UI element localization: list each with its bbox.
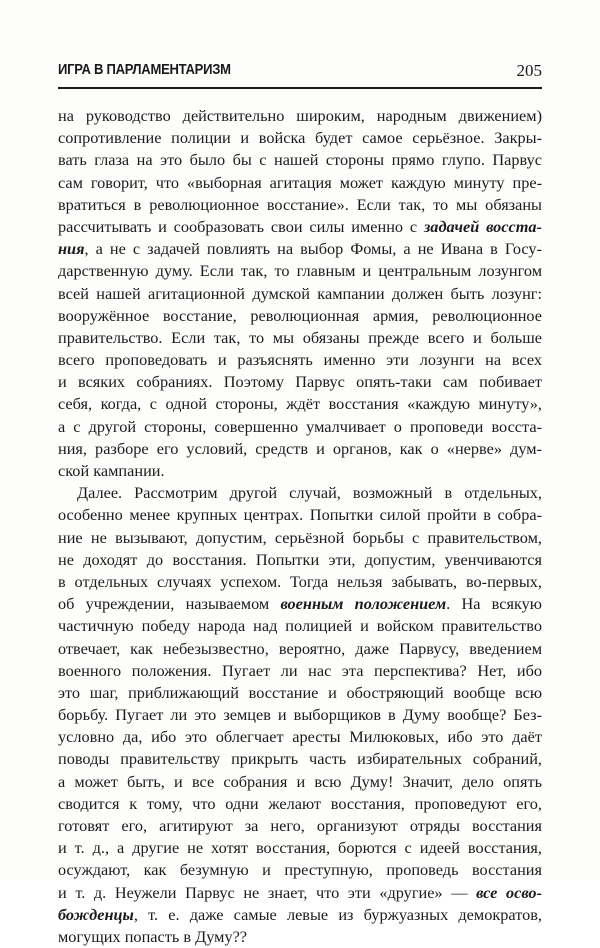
text-run: и т. д. Неужели Парвус не знает, что эти «другие» —: [58, 882, 477, 902]
emphasis-text: задачей восста-: [423, 216, 542, 236]
text-run: частичную победу народа над полицией и войском правительство: [58, 616, 542, 636]
text-line: [58, 149, 542, 171]
text-run: осуждают, как безумную и преступную, проповедь восстания: [58, 860, 542, 880]
text-line: [58, 660, 542, 682]
text-line: [58, 260, 542, 282]
text-line: [58, 105, 542, 127]
text-line: [58, 172, 542, 194]
text-run: это шаг, приближающий восстание и обостряющий вообще всю: [58, 682, 542, 702]
text-line: [58, 593, 542, 615]
text-line: [58, 615, 542, 637]
text-line: [58, 904, 542, 926]
text-run: , а не с задачей повлиять на выбор Фомы, а не Ивана в Госу-: [84, 239, 542, 259]
emphasis-text: военным положением: [280, 594, 447, 614]
text-run: себя, когда, с одной стороны, ждёт восстания «каждую минуту»,: [58, 394, 542, 414]
text-line: [58, 504, 542, 526]
text-line: [58, 482, 542, 504]
text-run: а с другой стороны, совершенно умалчивает о проповеди восста-: [58, 416, 542, 436]
running-header: [58, 60, 542, 84]
page-number: 205: [516, 61, 542, 80]
emphasis-text: все осво-: [476, 882, 542, 902]
text-line: [58, 416, 542, 438]
text-run: рассчитывать и сообразовать свои силы именно с: [58, 216, 424, 236]
text-run: на руководство действительно широким, народным движением): [58, 106, 542, 125]
text-run: не доходят до восстания. Попытки эти, допустим, увенчиваются: [58, 549, 542, 569]
text-run: сопротивление полиции и войска будет самое серьёзное. Закры-: [58, 128, 542, 148]
text-line: [58, 327, 542, 349]
text-line: [58, 127, 542, 149]
text-run: всей нашей агитационной думской кампании должен быть лозунг:: [58, 283, 542, 303]
header-rule: [58, 87, 542, 89]
text-run: вратиться в революционное восстание». Если так, то мы обязаны: [58, 194, 542, 214]
text-run: отвечает, как небезызвестно, вероятно, даже Парвусу, введением: [58, 638, 542, 658]
text-line: [58, 371, 542, 393]
body-text: [58, 105, 542, 948]
emphasis-text: божденцы: [58, 904, 134, 924]
text-line: [58, 194, 542, 216]
text-line: [58, 349, 542, 371]
text-line: [58, 527, 542, 549]
paragraph: [58, 482, 542, 948]
text-run: готовят его, агитируют за него, организуют отряды восстания: [58, 816, 542, 835]
emphasis-text: ния: [58, 239, 85, 259]
text-run: а может быть, и все собрания и всю Думу! Значит, дело опять: [58, 771, 542, 791]
text-run: сам говорит, что «выборная агитация может каждую минуту пре-: [58, 172, 542, 192]
text-run: и т. д., а другие не хотят восстания, борются с идеей восстания,: [58, 838, 542, 858]
text-run: ской кампании.: [58, 461, 165, 480]
text-line: [58, 726, 542, 748]
text-line: [58, 460, 542, 482]
text-line: [58, 238, 542, 260]
text-line: [58, 748, 542, 770]
text-run: Далее. Рассмотрим другой случай, возможный в отдельных,: [77, 483, 542, 503]
text-line: [58, 815, 542, 837]
text-line: [58, 859, 542, 881]
text-run: и всяких собраниях. Поэтому Парвус опять-таки сам побивает: [58, 372, 542, 392]
text-line: [58, 704, 542, 726]
text-run: вать глаза на это было бы с нашей стороны прямо глупо. Парвус: [58, 150, 542, 170]
text-line: [58, 793, 542, 815]
text-line: [58, 571, 542, 593]
text-line: [58, 837, 542, 859]
text-line: [58, 771, 542, 793]
text-line: [58, 305, 542, 327]
text-run: . На всякую: [446, 594, 542, 614]
text-run: правительство. Если так, то мы обязаны прежде всего и больше: [58, 327, 542, 347]
text-line: [58, 882, 542, 904]
text-run: в отдельных случаях успехом. Тогда нельзя забывать, во-первых,: [58, 571, 542, 591]
text-line: [58, 283, 542, 305]
text-line: [58, 638, 542, 660]
text-run: всего проповедовать и разъяснять именно эти лозунги на всех: [58, 350, 542, 370]
text-line: [58, 549, 542, 571]
text-run: об учреждении, называемом: [58, 594, 281, 614]
text-run: могущих попасть в Думу??: [58, 926, 248, 946]
text-run: , т. е. даже самые левые из буржуазных демократов,: [133, 904, 542, 924]
text-line: [58, 393, 542, 415]
text-run: сводится к тому, что одни желают восстания, проповедуют его,: [58, 793, 542, 813]
text-line: [58, 682, 542, 704]
paragraph: [58, 105, 542, 482]
text-run: военного положения. Пугает ли нас эта перспектива? Нет, ибо: [58, 660, 542, 680]
text-run: ния, разборе его условий, средств и органов, как о «нерве» дум-: [58, 438, 542, 458]
text-run: условно да, ибо это облегчает аресты Милюковых, ибо это даёт: [58, 727, 542, 747]
text-run: ние не вызывают, допустим, серьёзной борьбы с правительством,: [58, 527, 542, 547]
text-run: дарственную думу. Если так, то главным и центральным лозунгом: [58, 261, 542, 281]
text-line: [58, 926, 542, 948]
text-run: особенно менее крупных центрах. Попытки силой пройти в собра-: [58, 505, 542, 525]
text-run: вооружённое восстание, революционная армия, революционное: [58, 305, 542, 325]
text-line: [58, 216, 542, 238]
text-run: борьбу. Пугает ли это земцев и выборщиков в Думу вообще? Без-: [58, 705, 542, 725]
text-line: [58, 438, 542, 460]
running-header-title: ИГРА В ПАРЛАМЕНТАРИЗМ: [58, 62, 231, 78]
text-run: поводы правительству прикрыть часть избирательных собраний,: [58, 749, 542, 769]
